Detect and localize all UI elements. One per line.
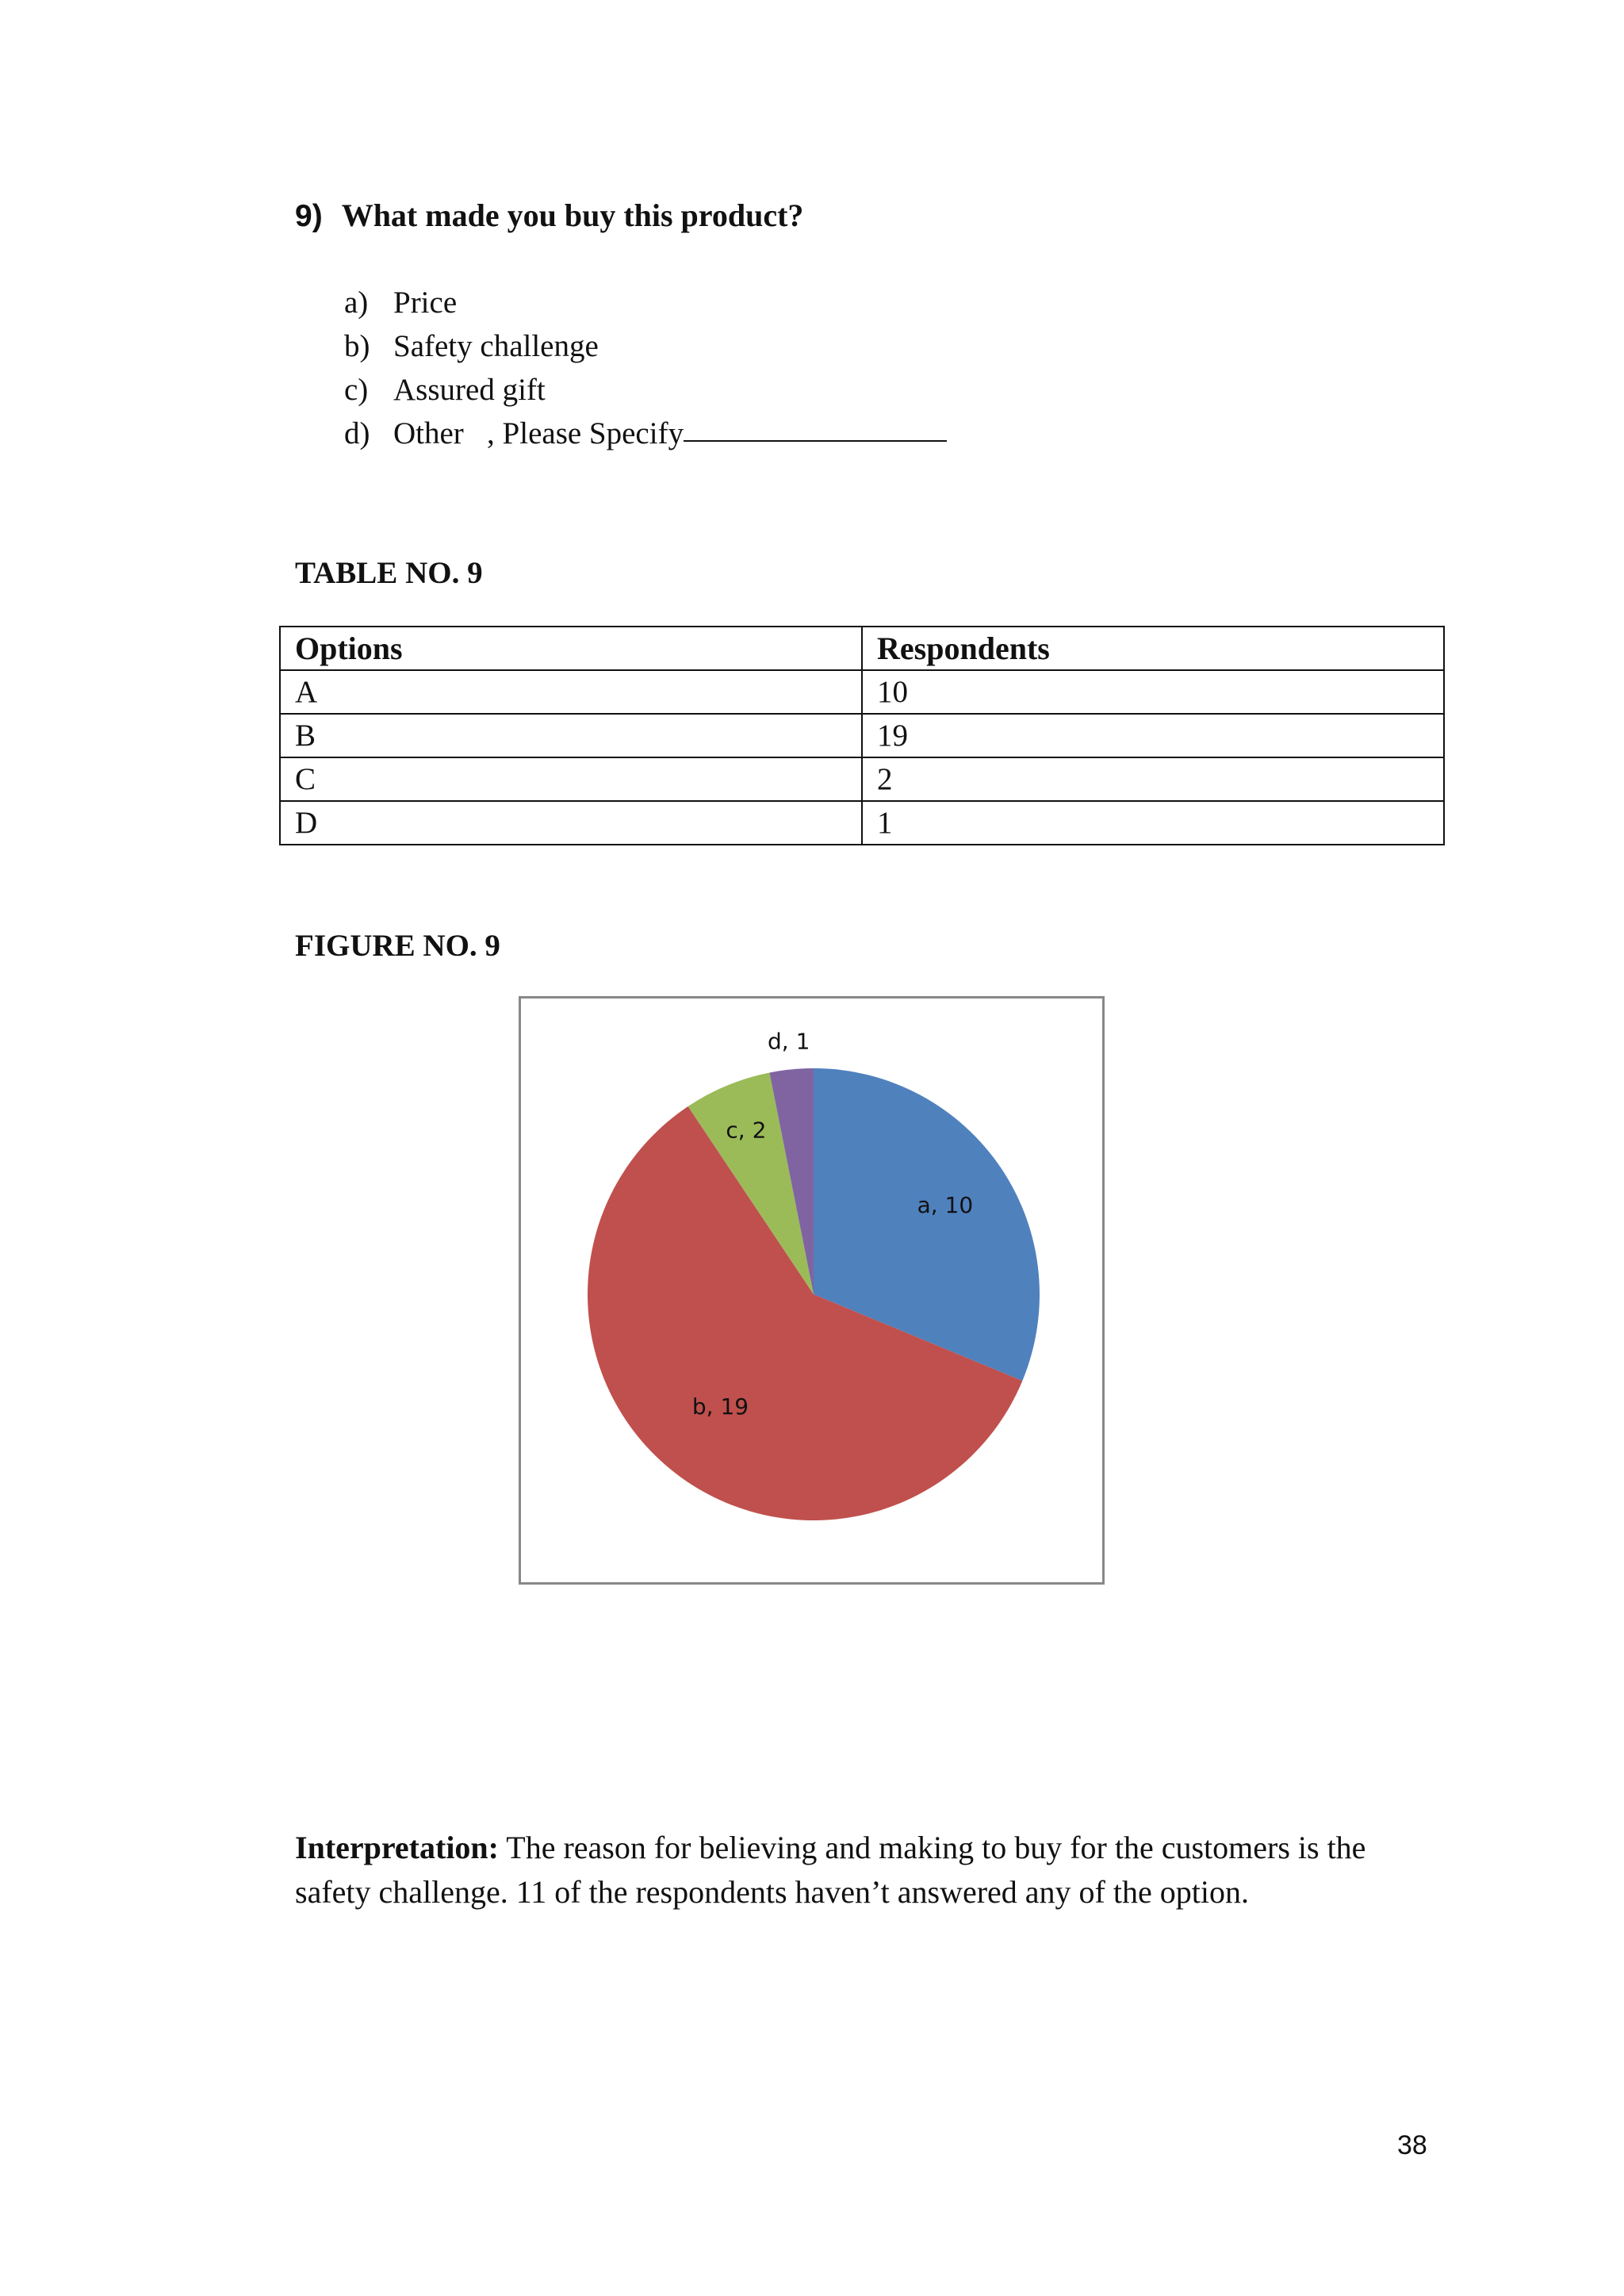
table-cell-option: B (280, 714, 862, 757)
specify-blank-line (684, 412, 947, 442)
interpretation-line-1 (295, 1826, 1461, 1870)
option-letter: c) (344, 373, 369, 407)
pie-label-b: b, 19 (691, 1393, 749, 1420)
pie-label-a: a, 10 (917, 1192, 974, 1219)
option-letter: b) (344, 329, 370, 363)
option-item (344, 281, 947, 324)
table-row (280, 757, 1444, 801)
page-number: 38 (1397, 2130, 1427, 2160)
option-text: Price (393, 286, 458, 320)
option-item (344, 368, 947, 412)
table-row (280, 801, 1444, 845)
table-cell-option: C (280, 757, 862, 801)
question-text: What made you buy this product? (341, 197, 804, 233)
responses-table (279, 626, 1445, 845)
option-text: Assured gift (393, 373, 546, 407)
table-cell-option: A (280, 670, 862, 714)
option-item (344, 412, 947, 455)
option-item (344, 324, 947, 368)
figure-title: FIGURE NO. 9 (295, 929, 500, 963)
pie-chart (521, 999, 1102, 1582)
options-list (344, 281, 947, 455)
option-letter: d) (344, 416, 370, 450)
interpretation-paragraph (295, 1826, 1461, 1915)
option-text: Other , Please Specify (393, 416, 684, 450)
question-heading (295, 197, 803, 234)
pie-label-c: c, 2 (726, 1117, 767, 1144)
question-number: 9) (295, 199, 323, 233)
table-title: TABLE NO. 9 (295, 556, 483, 590)
table-cell-respondents: 19 (862, 714, 1444, 757)
table-row (280, 670, 1444, 714)
option-text: Safety challenge (393, 329, 599, 363)
table-cell-option: D (280, 801, 862, 845)
pie-label-d: d, 1 (768, 1028, 810, 1055)
interpretation-label: Interpretation: (295, 1830, 499, 1865)
interpretation-text-1: The reason for believing and making to buy for the customers is the (499, 1830, 1366, 1865)
table-cell-respondents: 10 (862, 670, 1444, 714)
table-header-options: Options (280, 627, 862, 670)
table-row (280, 714, 1444, 757)
table-header-respondents: Respondents (862, 627, 1444, 670)
interpretation-text-2: safety challenge. 11 of the respondents haven’t answered any of the option. (295, 1874, 1249, 1910)
option-letter: a) (344, 286, 369, 320)
table-cell-respondents: 1 (862, 801, 1444, 845)
table-cell-respondents: 2 (862, 757, 1444, 801)
pie-chart-frame (519, 996, 1105, 1585)
table-header-row (280, 627, 1444, 670)
